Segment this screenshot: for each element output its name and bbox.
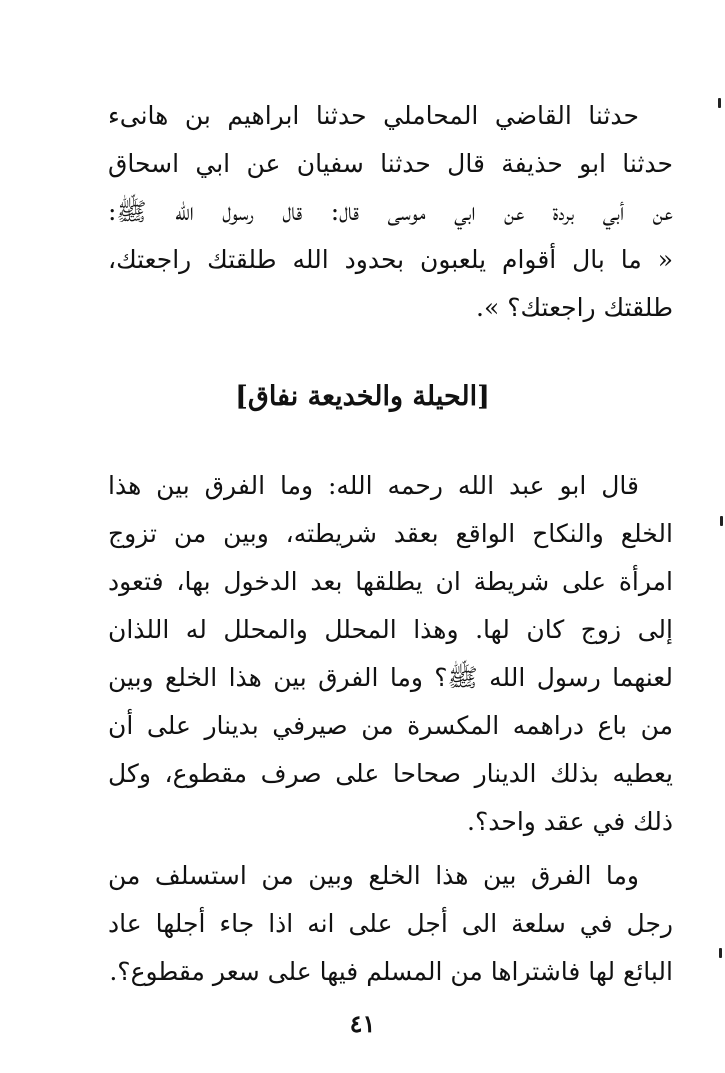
text-line: امرأة على شريطة ان يطلقها بعد الدخول بها، فتعود [108,567,673,596]
text-line: رجل في سلعة الى أجل على انه اذا جاء أجلها عاد [108,909,673,938]
text-line: البائع لها فاشتراها من المسلم فيها على سعر مقطوع؟. [109,957,673,986]
margin-mark [718,98,721,108]
text-line: يعطيه بذلك الدينار صحاحا على صرف مقطوع، وكل [108,759,673,788]
text-line: عن أبي بردة عن ابي موسى قال: قال رسول الله ﷺ: [108,197,673,226]
text-line: لعنهما رسول الله ﷺ؟ وما الفرق بين هذا الخلع وبين [108,663,673,692]
paragraph [108,462,673,846]
text-line: ذلك في عقد واحد؟. [467,807,673,836]
text-line: الخلع والنكاح الواقع بعقد شريطته، وبين من تزوج [108,519,673,548]
text-line: إلى زوج كان لها. وهذا المحلل والمحلل له اللذان [108,615,673,644]
text-line: حدثنا القاضي المحاملي حدثنا ابراهيم بن هانىء [108,101,639,130]
page-number: ٤١ [349,1009,376,1038]
text-line: « ما بال أقوام يلعبون بحدود الله طلقتك راجعتك، [108,245,673,274]
text-line: من باع دراهمه المكسرة من صيرفي بدينار على أن [108,711,673,740]
text-line: طلقتك راجعتك؟ ». [476,293,673,322]
hadith-text [108,92,673,332]
text-line: قال ابو عبد الله رحمه الله: وما الفرق بين هذا [108,471,639,500]
section-heading: [الحيلة والخديعة نفاق] [235,381,490,412]
margin-mark [720,516,723,526]
margin-mark [719,948,722,958]
text-line: حدثنا ابو حذيفة قال حدثنا سفيان عن ابي اسحاق [108,149,673,178]
paragraph [108,852,673,996]
text-line: وما الفرق بين هذا الخلع وبين من استسلف من [108,861,639,890]
